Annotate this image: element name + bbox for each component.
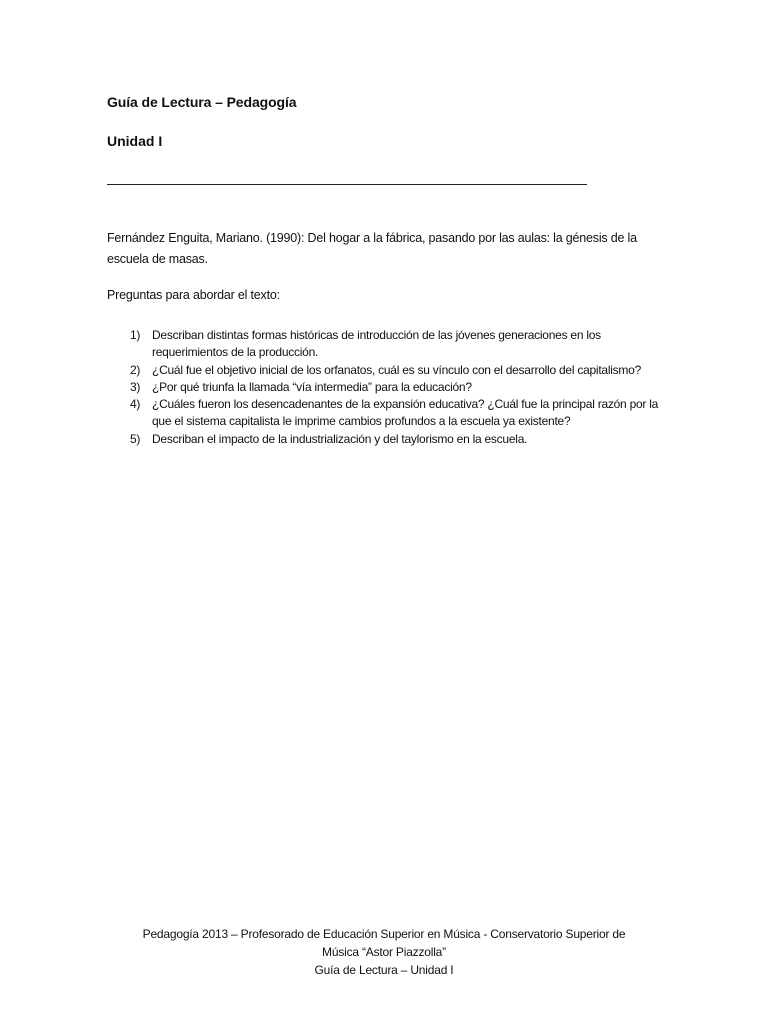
question-text: Describan el impacto de la industrialización y del taylorismo en la escuela. bbox=[152, 431, 528, 446]
footer-line: Música “Astor Piazzolla” bbox=[322, 945, 446, 959]
horizontal-rule bbox=[107, 184, 587, 185]
question-text: ¿Por qué triunfa la llamada “vía intermedia” para la educación? bbox=[152, 379, 472, 394]
question-number: 1) bbox=[130, 328, 141, 342]
question-item bbox=[130, 379, 660, 396]
question-text: Describan distintas formas históricas de introducción de las jóvenes generaciones en los requerimientos de la producción. bbox=[152, 328, 601, 360]
bibliographic-reference: Fernández Enguita, Mariano. (1990): Del hogar a la fábrica, pasando por las aulas: la génesis de la escuela de masas. bbox=[107, 231, 637, 266]
question-number: 5) bbox=[130, 431, 141, 446]
questions-intro: Preguntas para abordar el texto: bbox=[107, 288, 280, 302]
footer-line: Pedagogía 2013 – Profesorado de Educación Superior en Música - Conservatorio Superior de bbox=[142, 927, 626, 941]
unit-heading: Unidad I bbox=[107, 133, 163, 149]
footer-line: Guía de Lectura – Unidad I bbox=[314, 963, 454, 977]
question-number: 2) bbox=[130, 362, 141, 377]
question-item bbox=[130, 362, 660, 379]
question-text: ¿Cuáles fueron los desencadenantes de la expansión educativa? ¿Cuál fue la principal razón por la que el sistema capitalista le imprime cambios profundos a la escuela ya existente? bbox=[152, 397, 659, 429]
question-item bbox=[130, 431, 660, 448]
question-item bbox=[130, 327, 660, 362]
question-text: ¿Cuál fue el objetivo inicial de los orfanatos, cuál es su vínculo con el desarrollo del capitalismo? bbox=[152, 362, 642, 377]
questions-list bbox=[130, 327, 660, 448]
question-number: 3) bbox=[130, 379, 141, 394]
page-title: Guía de Lectura – Pedagogía bbox=[107, 94, 297, 110]
page-footer bbox=[90, 925, 678, 979]
question-number: 4) bbox=[130, 397, 141, 412]
question-item bbox=[130, 396, 660, 431]
